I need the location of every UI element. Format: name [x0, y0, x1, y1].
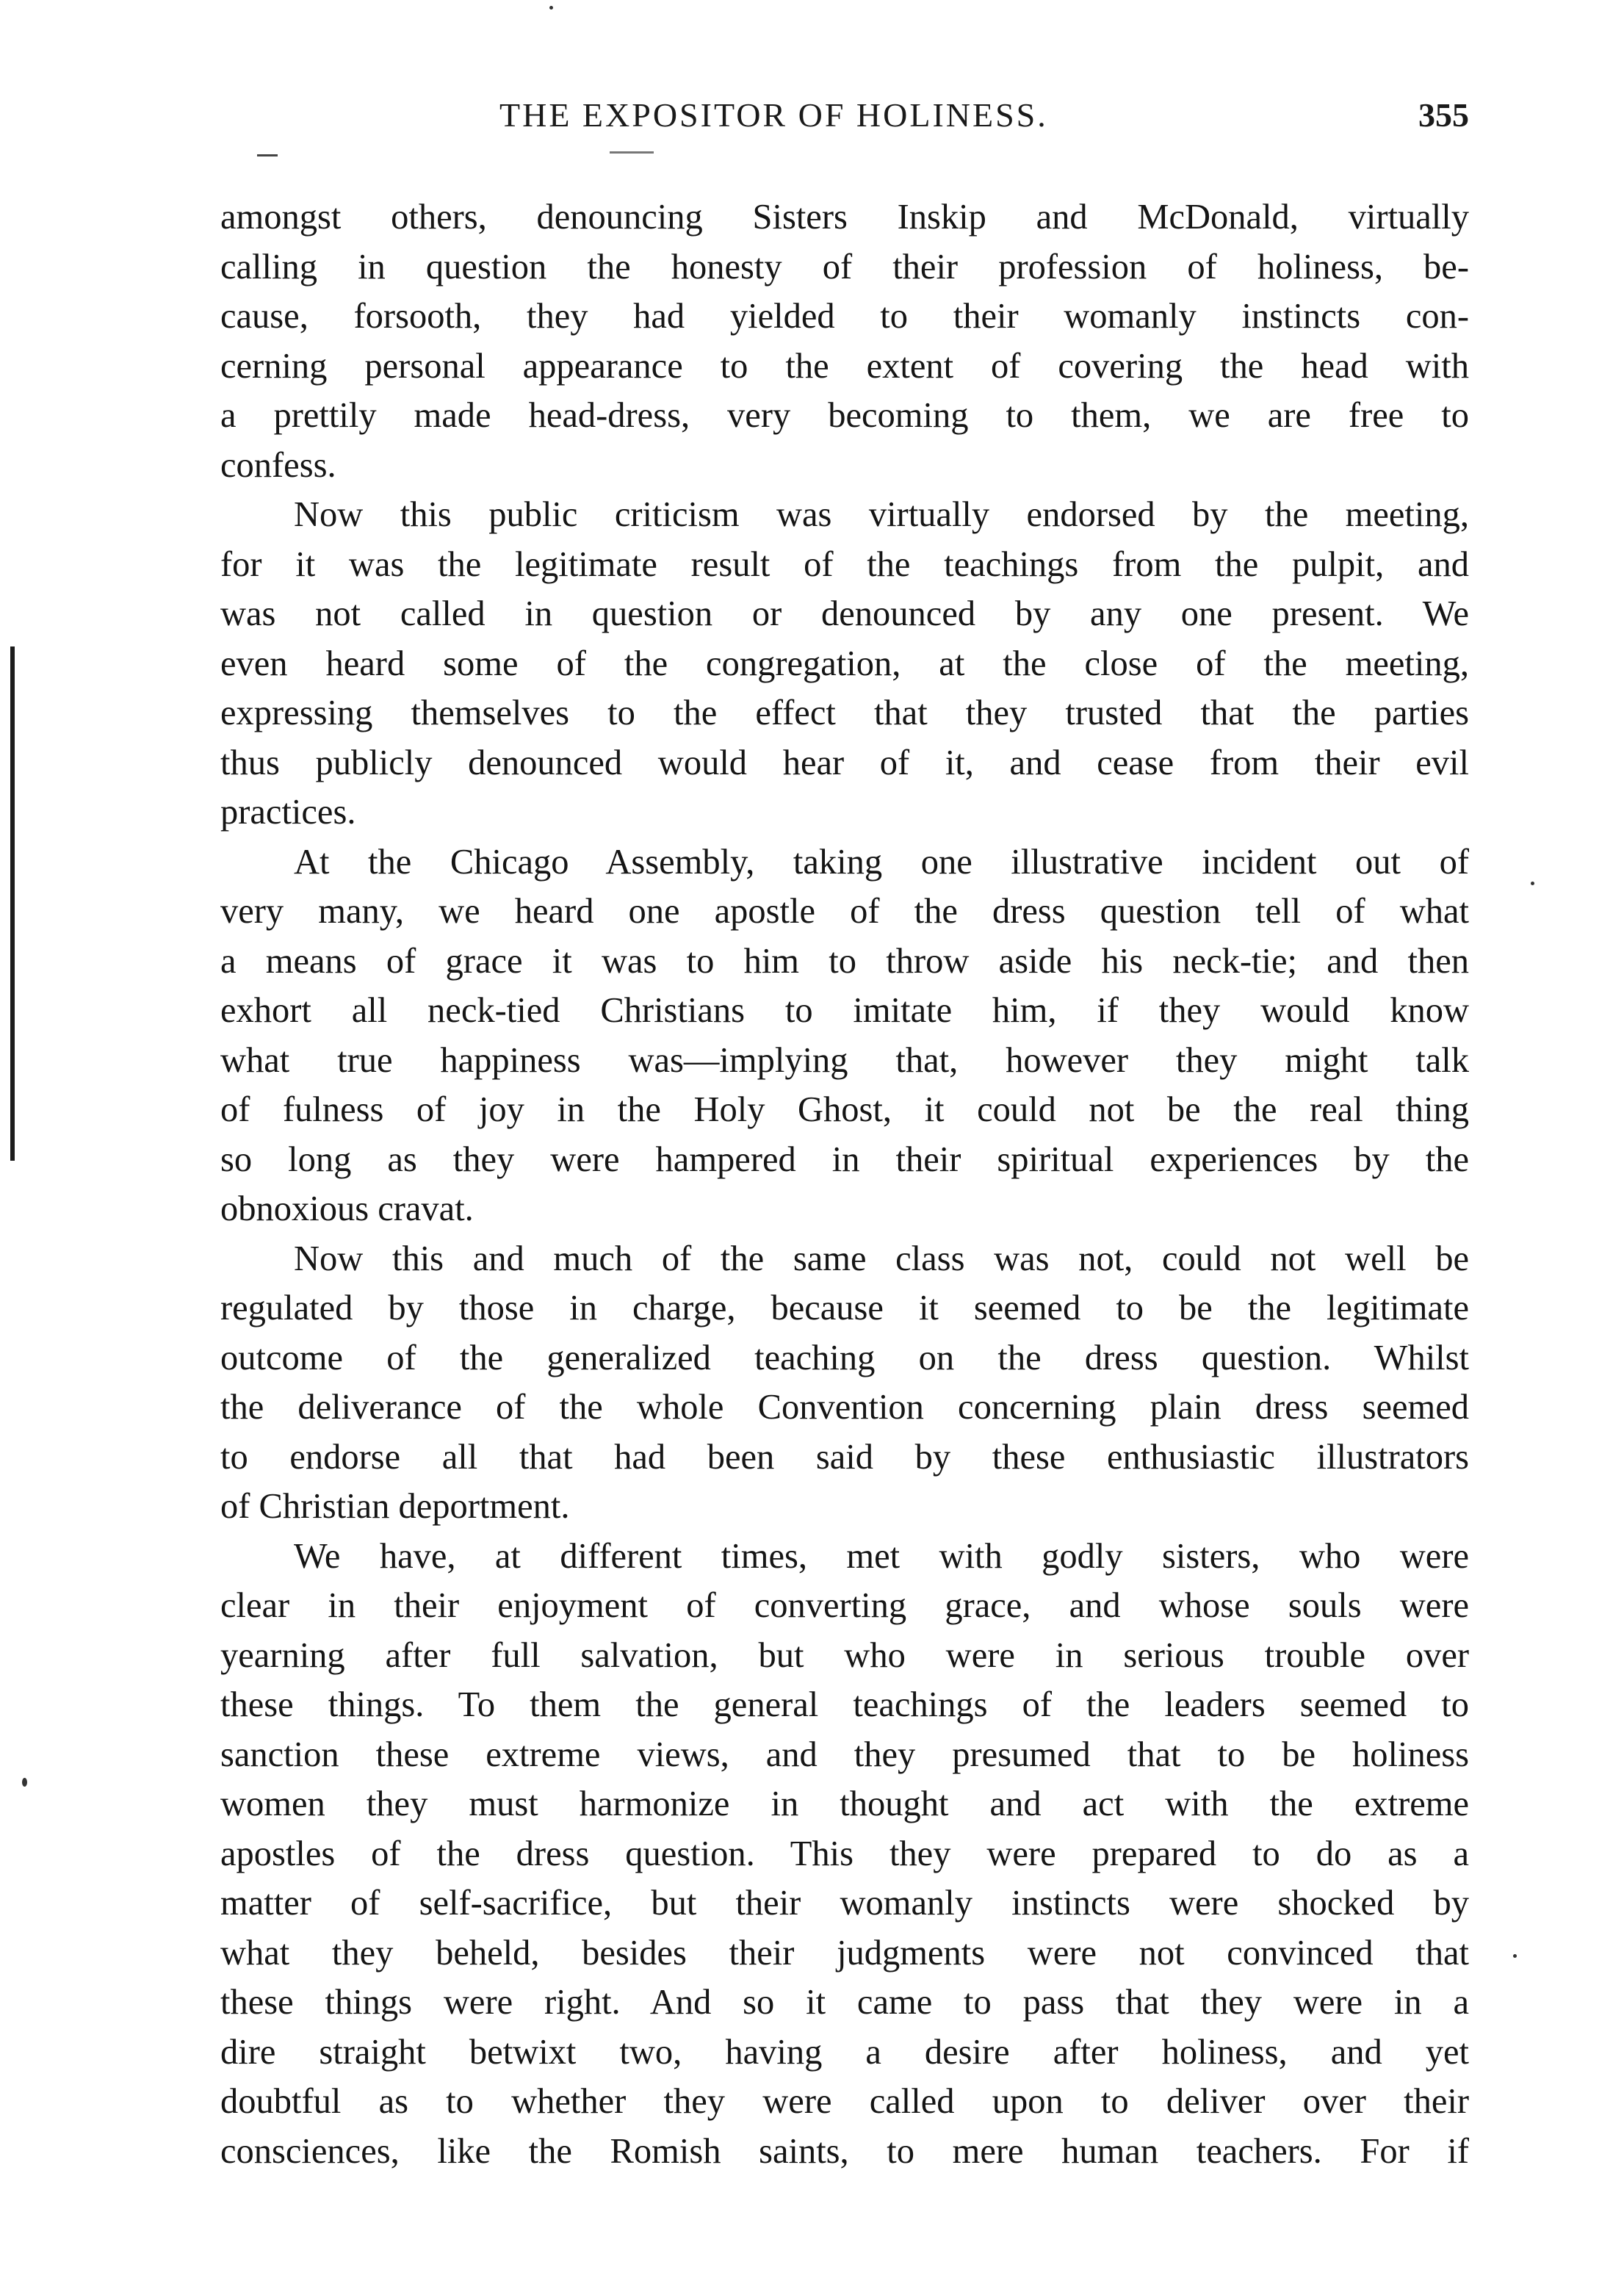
text-line: consciences, like the Romish saints, to mere human teachers. For if	[220, 2131, 1469, 2171]
text-line: outcome of the generalized teaching on the dress question. Whilst	[220, 1338, 1469, 1377]
text-line: was not called in question or denounced by any one present. We	[220, 594, 1469, 633]
running-header	[220, 96, 1469, 147]
text-line: dire straight betwixt two, having a desire after holiness, and yet	[220, 2032, 1469, 2072]
text-line: regulated by those in charge, because it seemed to be the legitimate	[220, 1289, 1469, 1327]
text-line: the deliverance of the whole Convention concerning plain dress seemed	[220, 1388, 1469, 1427]
scan-speck	[549, 6, 553, 10]
scan-speck	[1531, 882, 1534, 885]
paragraph-4	[220, 1234, 1469, 1532]
text-line: women they must harmonize in thought and act with the extreme	[220, 1784, 1469, 1823]
text-line: matter of self-sacrifice, but their womanly instincts were shocked by	[220, 1884, 1469, 1923]
text-line: these things. To them the general teachings of the leaders seemed to	[220, 1685, 1469, 1724]
text-line: a means of grace it was to him to throw aside his neck-tie; and then	[220, 941, 1469, 981]
text-line: cerning personal appearance to the extent of covering the head with	[220, 346, 1469, 386]
text-line: confess.	[220, 445, 336, 485]
scan-speck	[22, 1778, 27, 1787]
text-line: At the Chicago Assembly, taking one illustrative incident out of	[294, 842, 1469, 882]
text-line: calling in question the honesty of their profession of holiness, be-	[220, 247, 1469, 287]
paragraph-3	[220, 837, 1469, 1234]
text-line: sanction these extreme views, and they presumed that to be holiness	[220, 1734, 1469, 1774]
paragraph-1	[220, 192, 1469, 490]
text-line: doubtful as to whether they were called upon to deliver over their	[220, 2082, 1469, 2121]
paragraph-5	[220, 1532, 1469, 2177]
scan-dash	[257, 154, 278, 156]
text-line: We have, at different times, met with godly sisters, who were	[294, 1536, 1469, 1576]
text-line: exhort all neck-tied Christians to imitate him, if they would know	[220, 991, 1469, 1030]
paragraph-2	[220, 490, 1469, 837]
text-line: thus publicly denounced would hear of it, and cease from their evil	[220, 743, 1469, 782]
scan-margin-artifact	[10, 646, 15, 1161]
text-line: obnoxious cravat.	[220, 1189, 474, 1228]
text-line: practices.	[220, 793, 356, 832]
text-line: so long as they were hampered in their spiritual experiences by the	[220, 1139, 1469, 1179]
text-line: very many, we heard one apostle of the dress question tell of what	[220, 892, 1469, 931]
text-line: expressing themselves to the effect that they trusted that the parties	[220, 694, 1469, 732]
text-line: what they beheld, besides their judgments were not convinced that	[220, 1933, 1469, 1973]
running-title: THE EXPOSITOR OF HOLINESS.	[499, 96, 1048, 134]
text-line: these things were right. And so it came to pass that they were in a	[220, 1983, 1469, 2022]
text-line: a prettily made head-dress, very becoming to them, we are free to	[220, 396, 1469, 435]
text-line: amongst others, denouncing Sisters Inskip and McDonald, virtually	[220, 198, 1469, 237]
scan-speck	[1513, 1954, 1517, 1958]
text-line: of fulness of joy in the Holy Ghost, it could not be the real thing	[220, 1090, 1469, 1129]
text-line: clear in their enjoyment of converting grace, and whose souls were	[220, 1586, 1469, 1625]
text-line: cause, forsooth, they had yielded to their womanly instincts con-	[220, 297, 1469, 336]
text-line: what true happiness was—implying that, however they might talk	[220, 1040, 1469, 1080]
body-text	[220, 192, 1469, 2176]
text-line: even heard some of the congregation, at the close of the meeting,	[220, 644, 1469, 683]
text-line: Now this and much of the same class was not, could not well be	[294, 1239, 1469, 1278]
text-line: yearning after full salvation, but who were in serious trouble over	[220, 1635, 1469, 1675]
scan-dash	[610, 151, 654, 154]
text-line: to endorse all that had been said by these enthusiastic illustrators	[220, 1437, 1469, 1477]
text-line: Now this public criticism was virtually endorsed by the meeting,	[294, 495, 1469, 534]
page-number: 355	[1418, 96, 1469, 134]
text-line: of Christian deportment.	[220, 1487, 570, 1526]
text-line: apostles of the dress question. This they were prepared to do as a	[220, 1834, 1469, 1873]
text-line: for it was the legitimate result of the teachings from the pulpit, and	[220, 544, 1469, 584]
